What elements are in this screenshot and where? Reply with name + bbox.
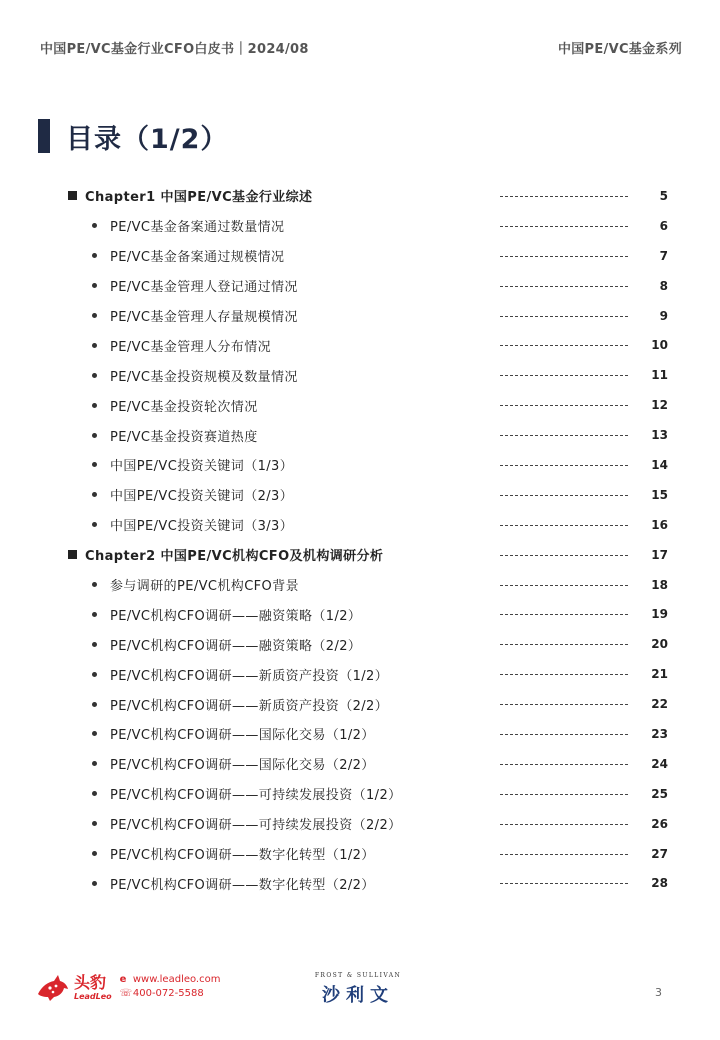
dot-bullet-icon (92, 761, 97, 766)
dash-leader (500, 286, 628, 287)
toc-item-row[interactable] (0, 510, 720, 540)
toc-item-row[interactable] (0, 211, 720, 241)
toc-page-number: 12 (651, 398, 668, 413)
toc-item-row[interactable] (0, 360, 720, 390)
dot-bullet-icon (92, 223, 97, 228)
dot-bullet-icon (92, 821, 97, 826)
dash-leader (500, 734, 628, 735)
frost-sullivan-logo (306, 972, 410, 1007)
toc-item-row[interactable] (0, 330, 720, 360)
toc-item-row[interactable] (0, 868, 720, 898)
toc-label: PE/VC机构CFO调研——融资策略（1/2） (110, 608, 362, 624)
toc-page-number: 20 (651, 637, 668, 652)
dot-bullet-icon (92, 612, 97, 617)
dash-leader (500, 435, 628, 436)
partner-en-text: FROST & SULLIVAN (314, 972, 402, 979)
toc-page-number: 27 (651, 846, 668, 861)
toc-label: PE/VC基金备案通过规模情况 (110, 250, 285, 266)
toc-page-number: 24 (651, 756, 668, 771)
dash-leader (500, 405, 628, 406)
page-number: 3 (655, 986, 662, 999)
dot-bullet-icon (92, 492, 97, 497)
toc-item-row[interactable] (0, 480, 720, 510)
square-bullet-icon (68, 550, 77, 559)
toc-label: PE/VC机构CFO调研——可持续发展投资（1/2） (110, 788, 402, 804)
toc-item-row[interactable] (0, 450, 720, 480)
dash-leader (500, 854, 628, 855)
toc-label: 中国PE/VC投资关键词（1/3） (110, 459, 294, 475)
dash-leader (500, 256, 628, 257)
toc-page-number: 8 (659, 278, 668, 293)
dot-bullet-icon (92, 253, 97, 258)
dash-leader (500, 345, 628, 346)
dot-bullet-icon (92, 313, 97, 318)
toc-page-number: 28 (651, 876, 668, 891)
toc-page-number: 9 (659, 308, 668, 323)
dash-leader (500, 824, 628, 825)
toc-item-row[interactable] (0, 749, 720, 779)
toc-label: PE/VC机构CFO调研——数字化转型（2/2） (110, 877, 375, 893)
dash-leader (500, 794, 628, 795)
toc-label: PE/VC机构CFO调研——新质资产投资（1/2） (110, 668, 389, 684)
square-bullet-icon (68, 191, 77, 200)
dash-leader (500, 375, 628, 376)
page-title-block (38, 118, 228, 154)
logo-en-text: LeadLeo (74, 991, 112, 1001)
website-link[interactable]: www.leadleo.com (132, 974, 221, 985)
dash-leader (500, 585, 628, 586)
toc-page-number: 16 (651, 517, 668, 532)
toc-page-number: 21 (651, 667, 668, 682)
toc-page-number: 10 (651, 338, 668, 353)
leopard-logo-icon (36, 972, 70, 1002)
toc-page-number: 23 (651, 726, 668, 741)
page-title: 目录（1/2） (66, 123, 229, 155)
toc-item-row[interactable] (0, 659, 720, 689)
toc-item-row[interactable] (0, 839, 720, 869)
logo-cn-text: 头豹 (74, 972, 107, 992)
dash-leader (500, 495, 628, 496)
toc-label: PE/VC机构CFO调研——数字化转型（1/2） (110, 848, 375, 864)
web-icon: e (119, 974, 127, 985)
toc-label: PE/VC机构CFO调研——国际化交易（1/2） (110, 728, 375, 744)
toc-label: PE/VC基金投资赛道热度 (110, 429, 258, 445)
toc-page-number: 5 (659, 188, 668, 203)
toc-label: PE/VC机构CFO调研——国际化交易（2/2） (110, 758, 375, 774)
toc-chapter-row[interactable] (0, 181, 720, 211)
toc-page-number: 19 (651, 607, 668, 622)
dot-bullet-icon (92, 731, 97, 736)
toc-page-number: 25 (651, 786, 668, 801)
dot-bullet-icon (92, 881, 97, 886)
toc-page-number: 6 (659, 218, 668, 233)
dot-bullet-icon (92, 702, 97, 707)
toc-label: PE/VC机构CFO调研——可持续发展投资（2/2） (110, 818, 402, 834)
toc-item-row[interactable] (0, 719, 720, 749)
toc-item-row[interactable] (0, 809, 720, 839)
dot-bullet-icon (92, 522, 97, 527)
dash-leader (500, 196, 628, 197)
partner-cn-text: 沙利文 (322, 985, 394, 1006)
title-accent-bar (38, 119, 50, 153)
dot-bullet-icon (92, 462, 97, 467)
toc-label: Chapter2 中国PE/VC机构CFO及机构调研分析 (85, 549, 384, 565)
toc-item-row[interactable] (0, 271, 720, 301)
dash-leader (500, 465, 628, 466)
toc-label: PE/VC机构CFO调研——新质资产投资（2/2） (110, 698, 389, 714)
toc-label: PE/VC基金备案通过数量情况 (110, 220, 285, 236)
toc-item-row[interactable] (0, 599, 720, 629)
dot-bullet-icon (92, 851, 97, 856)
toc-label: PE/VC基金投资轮次情况 (110, 399, 258, 415)
dot-bullet-icon (92, 582, 97, 587)
dot-bullet-icon (92, 672, 97, 677)
dot-bullet-icon (92, 373, 97, 378)
toc-item-row[interactable] (0, 241, 720, 271)
toc-item-row[interactable] (0, 570, 720, 600)
toc-label: Chapter1 中国PE/VC基金行业综述 (85, 190, 313, 206)
toc-label: PE/VC基金管理人登记通过情况 (110, 280, 298, 296)
toc-label: 中国PE/VC投资关键词（2/3） (110, 489, 294, 505)
toc-item-row[interactable] (0, 629, 720, 659)
toc-label: PE/VC机构CFO调研——融资策略（2/2） (110, 638, 362, 654)
toc-page-number: 17 (651, 547, 668, 562)
dot-bullet-icon (92, 283, 97, 288)
dot-bullet-icon (92, 343, 97, 348)
dash-leader (500, 704, 628, 705)
dash-leader (500, 674, 628, 675)
toc-page-number: 15 (651, 487, 668, 502)
dash-leader (500, 614, 628, 615)
toc-label: PE/VC基金管理人存量规模情况 (110, 310, 298, 325)
phone-icon: ☏ (119, 988, 133, 999)
toc-item-row[interactable] (0, 390, 720, 420)
dash-leader (500, 226, 628, 227)
table-of-contents (0, 181, 720, 898)
toc-page-number: 18 (651, 577, 668, 592)
toc-page-number: 22 (651, 697, 668, 712)
toc-item-row[interactable] (0, 301, 720, 331)
dot-bullet-icon (92, 642, 97, 647)
toc-label: 中国PE/VC投资关键词（3/3） (110, 519, 294, 535)
toc-page-number: 26 (651, 816, 668, 831)
toc-page-number: 11 (651, 368, 668, 383)
dash-leader (500, 764, 628, 765)
toc-item-row[interactable] (0, 689, 720, 719)
dot-bullet-icon (92, 403, 97, 408)
toc-label: PE/VC基金管理人分布情况 (110, 339, 272, 355)
leadleo-logo (36, 972, 220, 1002)
toc-label: PE/VC基金投资规模及数量情况 (110, 369, 298, 385)
dash-leader (500, 316, 628, 317)
toc-chapter-row[interactable] (0, 540, 720, 570)
toc-item-row[interactable] (0, 420, 720, 450)
dash-leader (500, 883, 628, 884)
dash-leader (500, 555, 628, 556)
header-series: 中国PE/VC基金系列 (557, 42, 682, 57)
toc-label: 参与调研的PE/VC机构CFO背景 (110, 579, 299, 595)
dash-leader (500, 644, 628, 645)
dot-bullet-icon (92, 433, 97, 438)
toc-page-number: 13 (651, 428, 668, 443)
dash-leader (500, 525, 628, 526)
phone-number: 400-072-5588 (132, 988, 204, 999)
header-title: 中国PE/VC基金行业CFO白皮书｜2024/08 (40, 42, 309, 57)
toc-page-number: 7 (659, 248, 668, 263)
toc-item-row[interactable] (0, 779, 720, 809)
toc-page-number: 14 (651, 457, 668, 472)
dot-bullet-icon (92, 791, 97, 796)
